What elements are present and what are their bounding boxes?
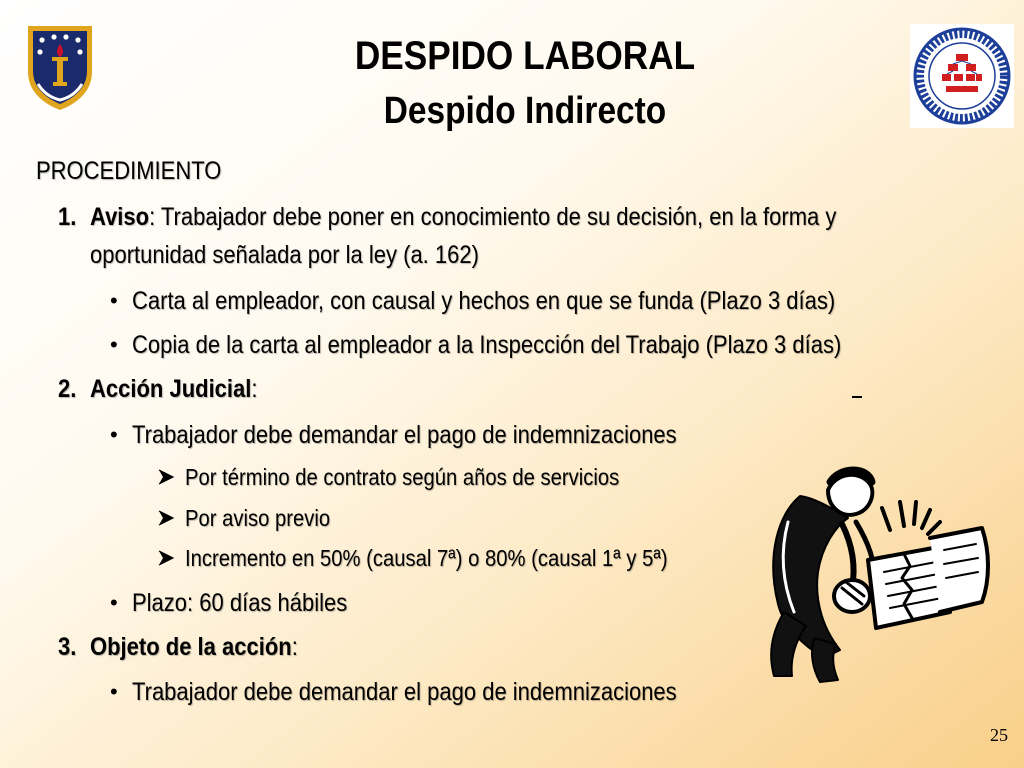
item-2-subitem-2: Por aviso previo (185, 505, 331, 531)
stray-dash-mark (852, 396, 862, 398)
arrow-bullet-icon (156, 467, 176, 487)
item-1-line-1 (90, 202, 836, 232)
bullet-marker: • (110, 288, 118, 313)
item-2-subitem-3: Incremento en 50% (causal 7ª) o 80% (causal 1ª y 5ª) (185, 545, 668, 571)
worker-tearing-paper-illustration (744, 462, 992, 690)
item-2-suffix: : (251, 375, 258, 403)
bullet-marker: • (110, 332, 118, 357)
item-3-bullet-1: Trabajador debe demandar el pago de indemnizaciones (132, 678, 677, 706)
slide-subtitle: Despido Indirecto (383, 90, 667, 132)
page-number: 25 (990, 725, 1008, 745)
item-2-heading (90, 374, 258, 404)
arrow-bullet-icon (156, 508, 176, 528)
slide-title: DESPIDO LABORAL (354, 34, 696, 78)
item-3-label: Objeto de la acción (90, 633, 292, 661)
item-3-heading (90, 632, 298, 662)
bullet-marker: • (110, 590, 118, 615)
item-2-bullet-1: Trabajador debe demandar el pago de indemnizaciones (132, 421, 677, 449)
item-2-label: Acción Judicial (90, 375, 252, 403)
item-number-3: 3. (58, 633, 77, 661)
item-1-label: Aviso (90, 203, 150, 231)
item-number-2: 2. (58, 375, 77, 403)
university-crest-logo (24, 24, 96, 112)
item-2-subitem-1: Por término de contrato según años de servicios (185, 464, 620, 490)
bullet-marker: • (110, 422, 118, 447)
item-number-1: 1. (58, 203, 77, 231)
faculty-seal-logo (910, 24, 1014, 128)
item-2-bullet-2: Plazo: 60 días hábiles (132, 589, 348, 617)
item-3-suffix: : (291, 633, 298, 661)
item-1-line-2: oportunidad señalada por la ley (a. 162) (90, 241, 479, 269)
item-1-bullet-2: Copia de la carta al empleador a la Inspección del Trabajo (Plazo 3 días) (132, 331, 842, 359)
arrow-bullet-icon (156, 548, 176, 568)
item-1-bullet-1: Carta al empleador, con causal y hechos en que se funda (Plazo 3 días) (132, 287, 836, 315)
item-1-text: : Trabajador debe poner en conocimiento de su decisión, en la forma y (149, 203, 837, 231)
section-heading: PROCEDIMIENTO (36, 157, 222, 185)
bullet-marker: • (110, 679, 118, 704)
